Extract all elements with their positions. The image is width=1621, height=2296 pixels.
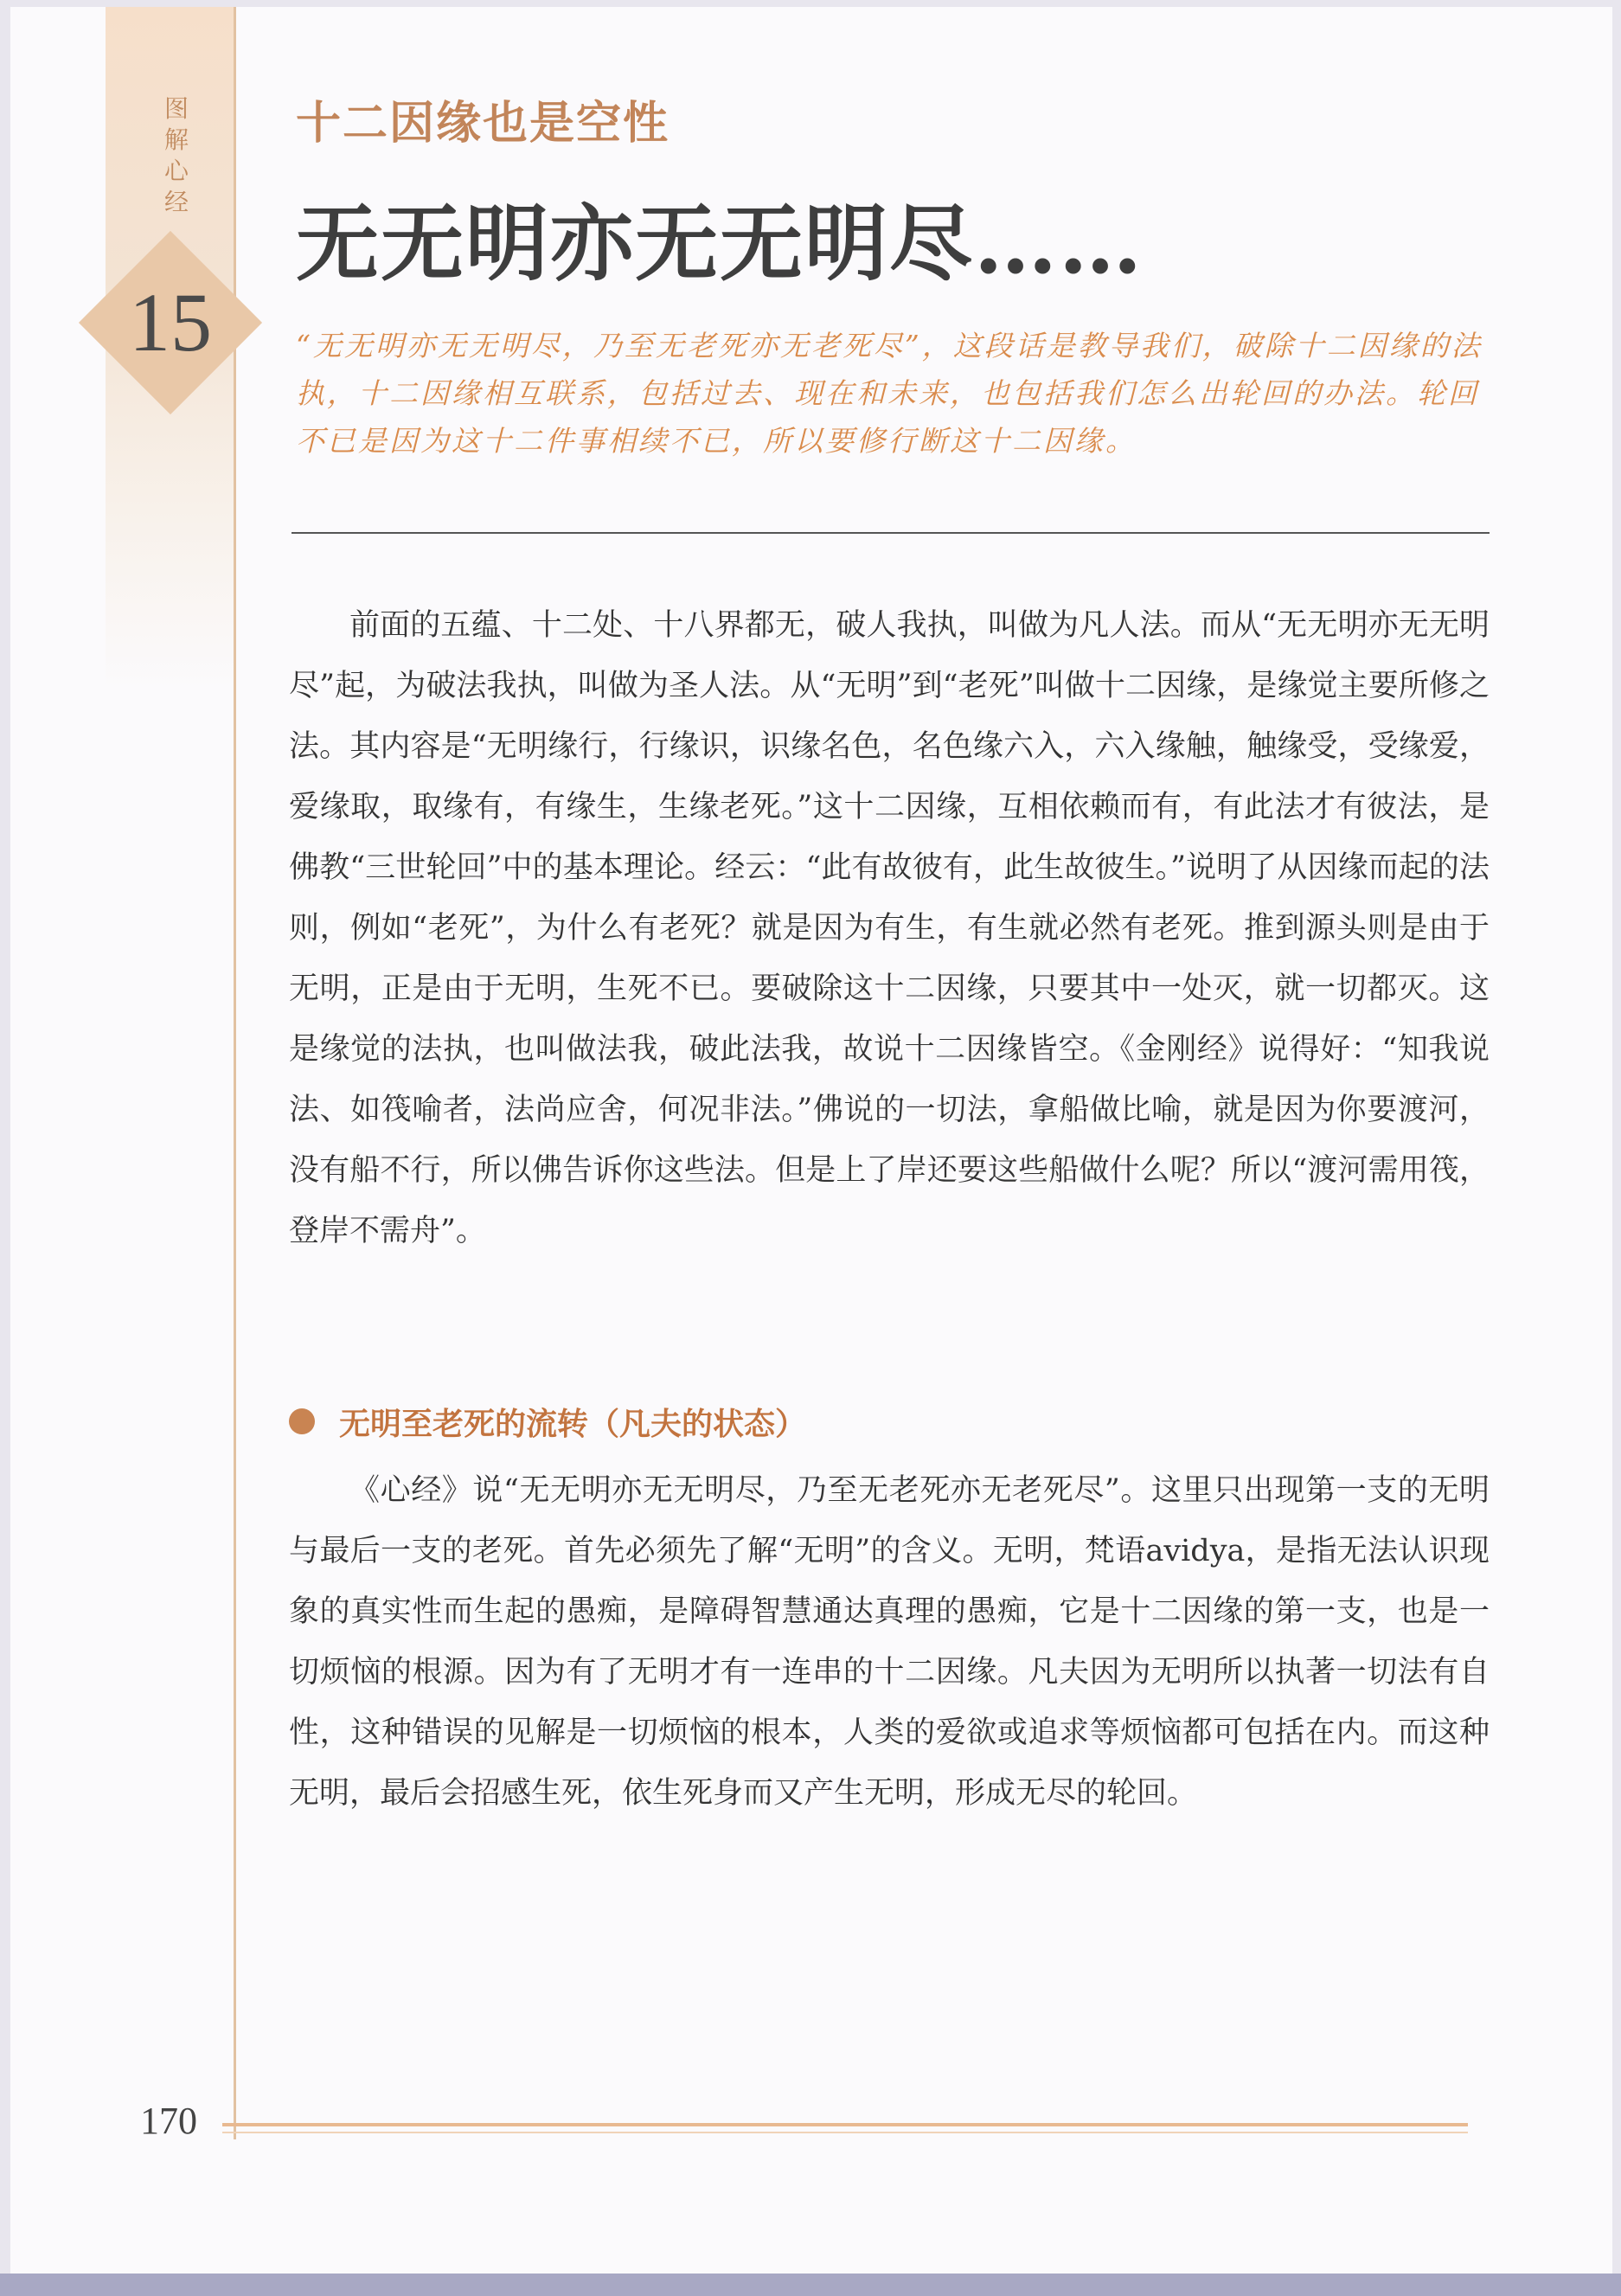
- intro-paragraph: “无无明亦无无明尽，乃至无老死亦无老死尽”，这段话是教导我们，破除十二因缘的法执，十二因缘相互联系，包括过去、现在和未来，也包括我们怎么出轮回的办法。轮回不已是因为这十二件事相续不已，所以要修行断这十二因缘。: [296, 329, 1483, 458]
- divider: [292, 532, 1490, 534]
- footer-rule: [222, 2123, 1468, 2126]
- page-title: 无无明亦无无明尽……: [296, 195, 1144, 292]
- book-page: [10, 7, 1612, 2287]
- bullet-dot-icon: [289, 1408, 315, 1434]
- chapter-number: 15: [129, 276, 212, 369]
- scan-edge: [0, 2274, 1621, 2296]
- footer-rule-thin: [222, 2132, 1468, 2133]
- section-heading: [289, 1395, 806, 1447]
- series-title: 图解心经: [163, 94, 189, 216]
- section-heading-text: 无明至老死的流转（凡夫的状态）: [339, 1406, 807, 1442]
- section-subtitle: 十二因缘也是空性: [296, 97, 670, 150]
- body-paragraph-2: 《心经》说“无无明亦无无明尽，乃至无老死亦无老死尽”。这里只出现第一支的无明与最后一支的老死。首先必须先了解“无明”的含义。无明，梵语avidya，是指无法认识现象的真实性而生起的愚痴，是障碍智慧通达真理的愚痴，它是十二因缘的第一支，也是一切烦恼的根源。因为有了无明才有一连串的十二因缘。凡夫因为无明所以执著一切法有自性，这种错误的见解是一切烦恼的根本，人类的爱欲或追求等烦恼都可包括在内。而这种无明，最后会招感生死，依生死身而又产生无明，形成无尽的轮回。: [289, 1473, 1490, 1811]
- page-number: 170: [140, 2100, 197, 2142]
- body-paragraph-1: 前面的五蕴、十二处、十八界都无，破人我执，叫做为凡人法。而从“无无明亦无无明尽”起，为破法我执，叫做为圣人法。从“无明”到“老死”叫做十二因缘，是缘觉主要所修之法。其内容是“无明缘行，行缘识，识缘名色，名色缘六入，六入缘触，触缘受，受缘爱，爱缘取，取缘有，有缘生，生缘老死。”这十二因缘，互相依赖而有，有此法才有彼法，是佛教“三世轮回”中的基本理论。经云：“此有故彼有，此生故彼生。”说明了从因缘而起的法则，例如“老死”，为什么有老死？就是因为有生，有生就必然有老死。推到源头则是由于无明，正是由于无明，生死不已。要破除这十二因缘，只要其中一处灭，就一切都灭。这是缘觉的法执，也叫做法我，破此法我，故说十二因缘皆空。《金刚经》说得好：“知我说法、如筏喻者，法尚应舍，何况非法。”佛说的一切法，拿船做比喻，就是因为你要渡河，没有船不行，所以佛告诉你这些法。但是上了岸还要这些船做什么呢？所以“渡河需用筏，登岸不需舟”。: [289, 608, 1490, 1248]
